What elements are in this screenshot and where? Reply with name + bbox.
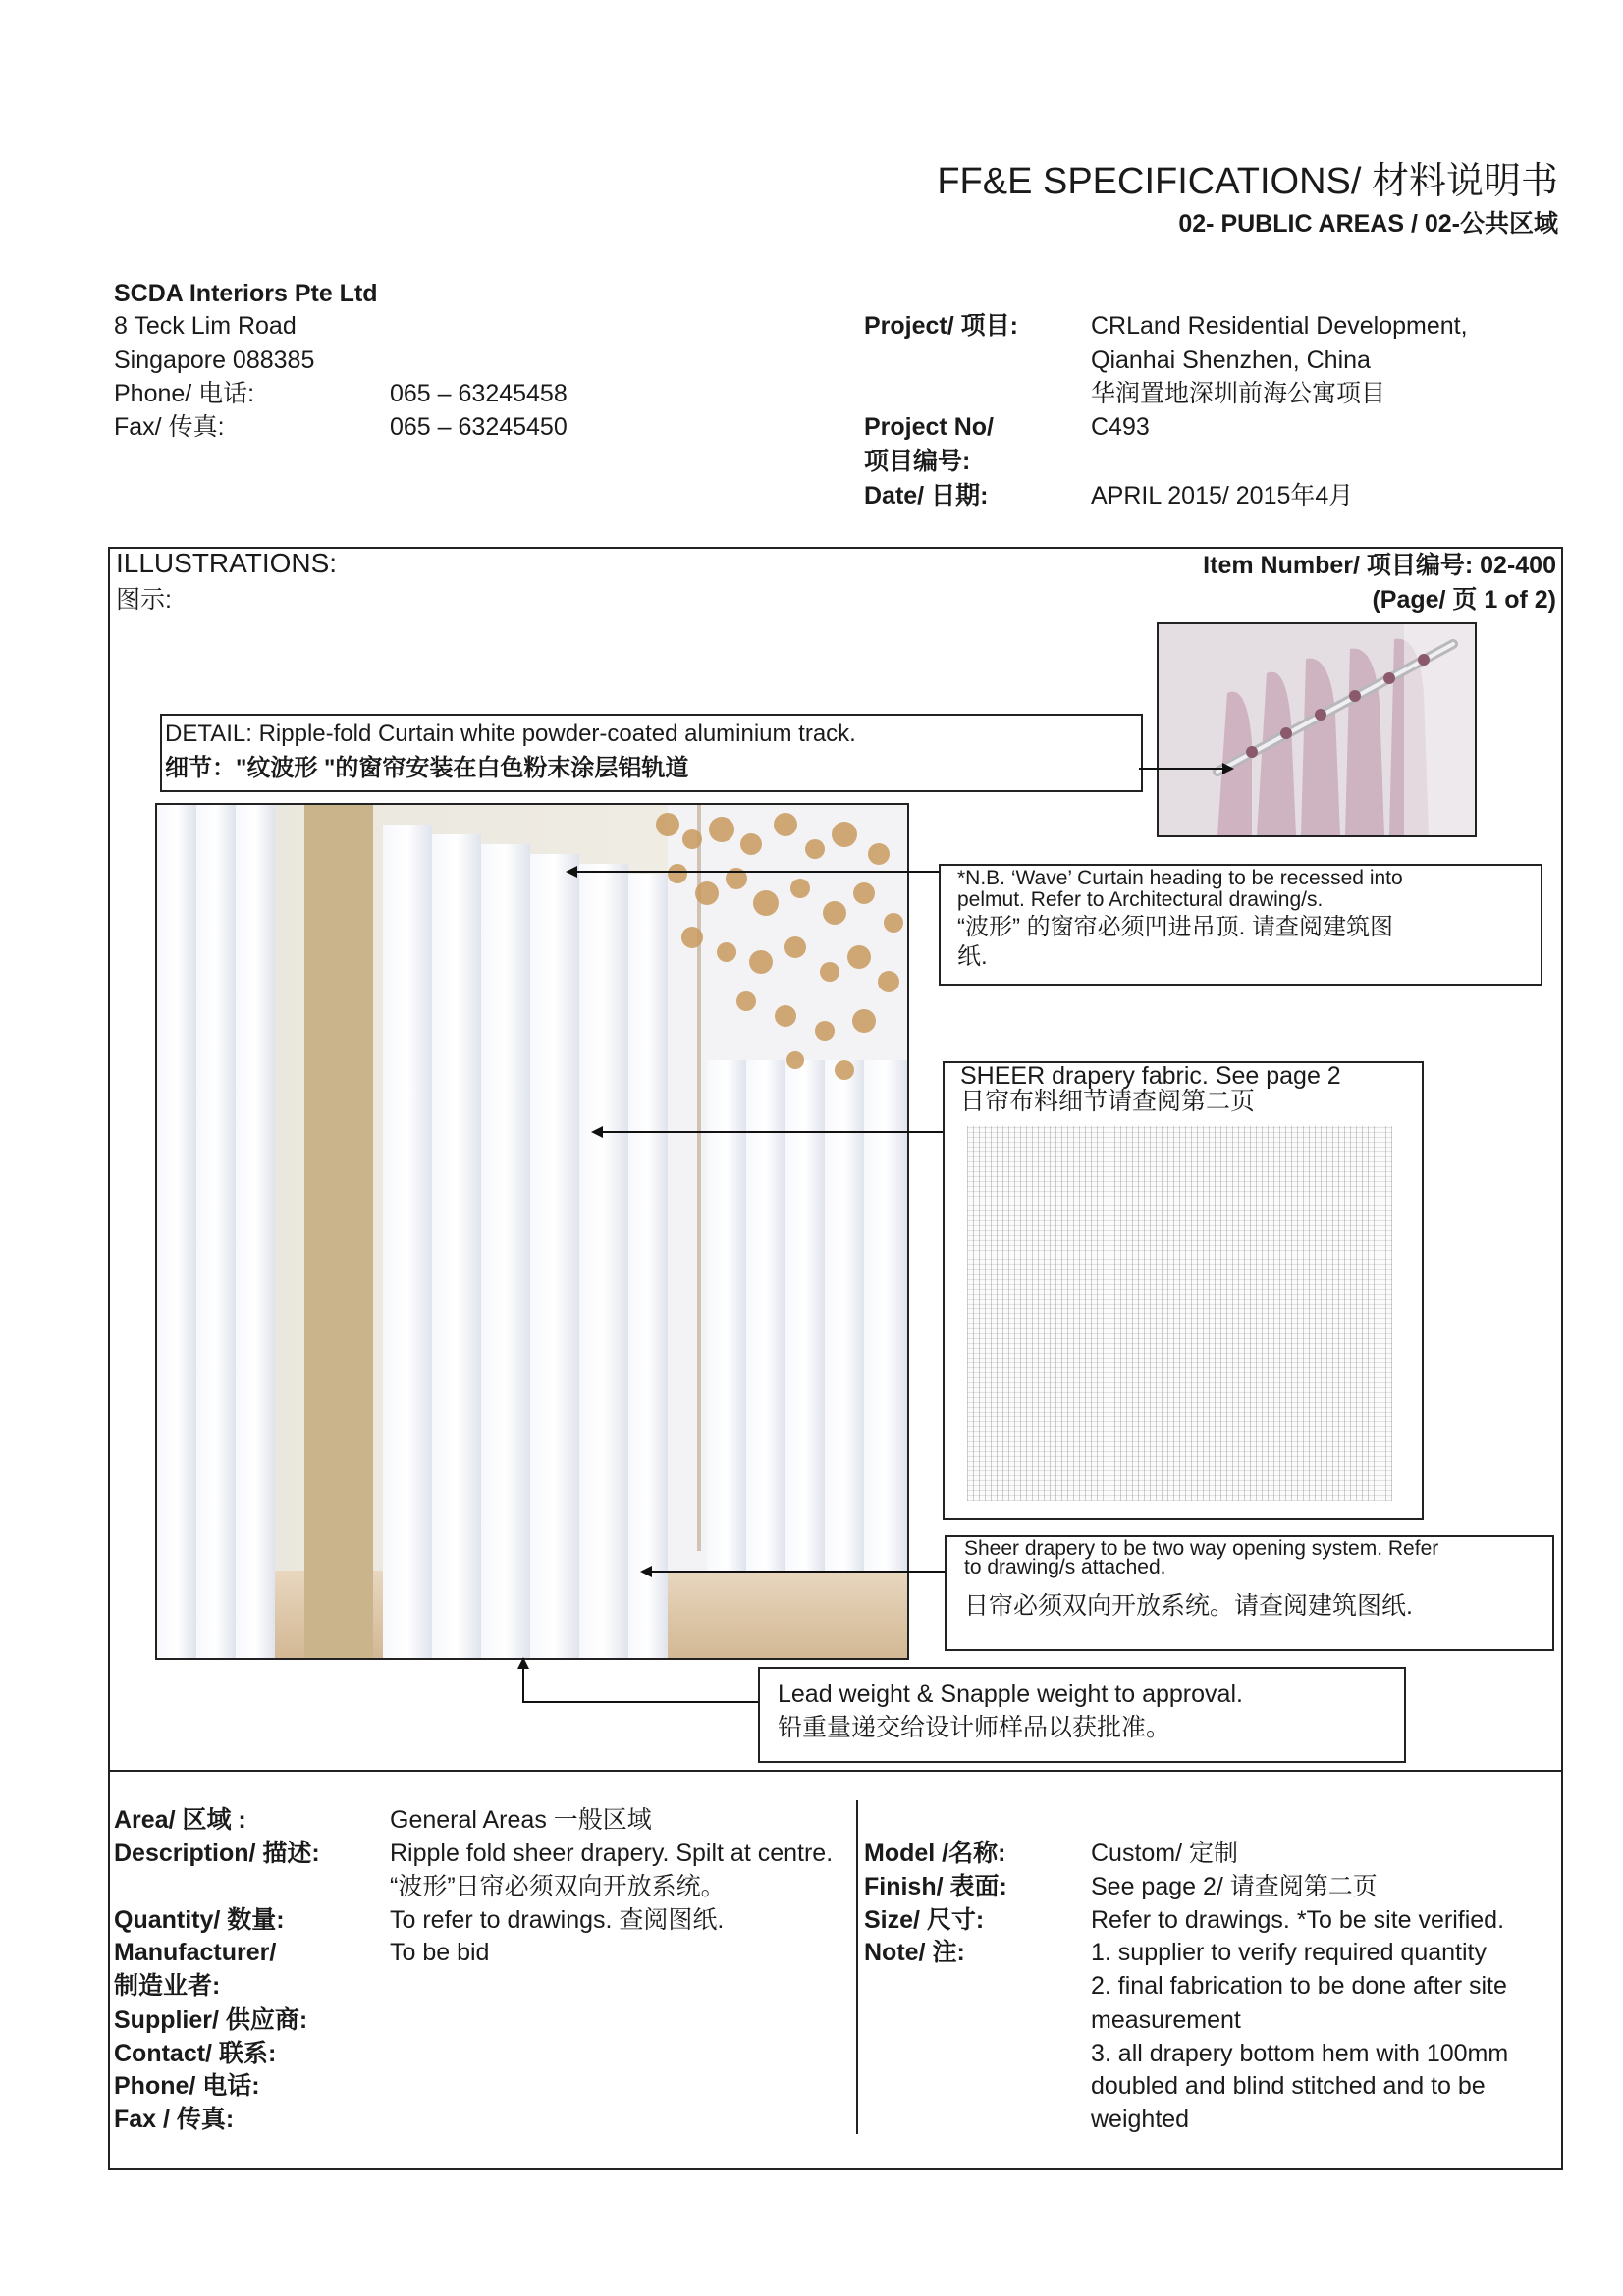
document-subtitle: 02- PUBLIC AREAS / 02-公共区域 xyxy=(1178,210,1558,238)
project-number-label: Project No/ xyxy=(864,413,994,441)
track-detail-illustration xyxy=(1159,624,1475,835)
contact-label: Contact/ 联系: xyxy=(114,2040,277,2067)
finish-label: Finish/ 表面: xyxy=(864,1873,1007,1900)
item-number: Item Number/ 项目编号: 02-400 xyxy=(1203,552,1556,579)
nb-callout-text-line1: *N.B. ‘Wave’ Curtain heading to be recessed into xyxy=(957,867,1403,889)
nb-callout-text-cn-line1: “波形” 的窗帘必须凹进吊顶. 请查阅建筑图 xyxy=(957,914,1393,940)
company-fax-value: 065 – 63245450 xyxy=(390,413,568,441)
curtain-photo xyxy=(155,803,909,1660)
description-value-line1: Ripple fold sheer drapery. Spilt at centre. xyxy=(390,1840,834,1867)
size-value: Refer to drawings. *To be site verified. xyxy=(1091,1906,1505,1934)
section-divider xyxy=(108,1770,1563,1772)
project-label: Project/ 项目: xyxy=(864,312,1018,340)
detail-callout-text-cn: 细节："纹波形 "的窗帘安装在白色粉末涂层铝轨道 xyxy=(165,755,689,781)
company-fax-label: Fax/ 传真: xyxy=(114,413,225,441)
sheer-fabric-swatch xyxy=(967,1126,1392,1501)
note-label: Note/ 注: xyxy=(864,1939,965,1966)
finish-value: See page 2/ 请查阅第二页 xyxy=(1091,1873,1378,1900)
note-line-2a: 2. final fabrication to be done after site xyxy=(1091,1972,1507,2000)
quantity-value: To refer to drawings. 查阅图纸. xyxy=(390,1906,725,1934)
model-label: Model /名称: xyxy=(864,1840,1006,1867)
nb-callout-text-cn-line2: 纸. xyxy=(957,943,988,970)
description-label: Description/ 描述: xyxy=(114,1840,320,1867)
opening-system-text-line2: to drawing/s attached. xyxy=(964,1556,1166,1578)
company-phone-value: 065 – 63245458 xyxy=(390,380,568,407)
manufacturer-value: To be bid xyxy=(390,1939,490,1966)
project-name-line2: Qianhai Shenzhen, China xyxy=(1091,347,1371,374)
spec-column-divider xyxy=(856,1800,858,2134)
date-value: APRIL 2015/ 2015年4月 xyxy=(1091,482,1354,509)
project-number-value: C493 xyxy=(1091,413,1150,441)
company-address-line2: Singapore 088385 xyxy=(114,347,315,374)
description-value-line2: “波形”日帘必须双向开放系统。 xyxy=(390,1873,726,1900)
project-name-line3: 华润置地深圳前海公寓项目 xyxy=(1091,380,1386,407)
track-detail-photo xyxy=(1157,622,1477,837)
opening-system-text-line1: Sheer drapery to be two way opening system. Refer xyxy=(964,1537,1439,1560)
manufacturer-label: Manufacturer/ xyxy=(114,1939,277,1966)
illustrations-heading-cn: 图示: xyxy=(116,586,172,614)
page-indicator: (Page/ 页 1 of 2) xyxy=(1372,586,1556,614)
detail-callout-text: DETAIL: Ripple-fold Curtain white powder-coated aluminium track. xyxy=(165,721,856,747)
fax-label: Fax / 传真: xyxy=(114,2106,235,2133)
quantity-label: Quantity/ 数量: xyxy=(114,1906,285,1934)
company-address-line1: 8 Teck Lim Road xyxy=(114,312,297,340)
model-value: Custom/ 定制 xyxy=(1091,1840,1239,1867)
area-label: Area/ 区域 : xyxy=(114,1806,246,1834)
area-value: General Areas 一般区域 xyxy=(390,1806,652,1834)
opening-system-text-cn: 日帘必须双向开放系统。请查阅建筑图纸. xyxy=(964,1592,1413,1620)
company-name: SCDA Interiors Pte Ltd xyxy=(114,280,378,307)
curtain-illustration xyxy=(157,805,907,1658)
date-label: Date/ 日期: xyxy=(864,482,989,509)
note-line-3a: 3. all drapery bottom hem with 100mm xyxy=(1091,2040,1509,2067)
note-line-3c: weighted xyxy=(1091,2106,1190,2133)
document-title: FF&E SPECIFICATIONS/ 材料说明书 xyxy=(937,161,1558,202)
illustrations-heading: ILLUSTRATIONS: xyxy=(116,548,338,578)
sheer-fabric-text-cn: 日帘布料细节请查阅第二页 xyxy=(960,1088,1256,1115)
supplier-label: Supplier/ 供应商: xyxy=(114,2006,308,2034)
project-name-line1: CRLand Residential Development, xyxy=(1091,312,1468,340)
lead-weight-text-cn: 铅重量递交给设计师样品以获批准。 xyxy=(778,1714,1171,1741)
company-phone-label: Phone/ 电话: xyxy=(114,380,255,407)
phone-label: Phone/ 电话: xyxy=(114,2072,260,2100)
sheer-fabric-text: SHEER drapery fabric. See page 2 xyxy=(960,1062,1341,1090)
size-label: Size/ 尺寸: xyxy=(864,1906,985,1934)
lead-weight-text: Lead weight & Snapple weight to approval. xyxy=(778,1681,1243,1708)
manufacturer-label-cn: 制造业者: xyxy=(114,1972,221,2000)
note-line-3b: doubled and blind stitched and to be xyxy=(1091,2072,1486,2100)
note-line-2b: measurement xyxy=(1091,2006,1241,2034)
nb-callout-text-line2: pelmut. Refer to Architectural drawing/s. xyxy=(957,888,1324,911)
project-number-label-cn: 项目编号: xyxy=(864,448,971,475)
note-line-1: 1. supplier to verify required quantity xyxy=(1091,1939,1487,1966)
